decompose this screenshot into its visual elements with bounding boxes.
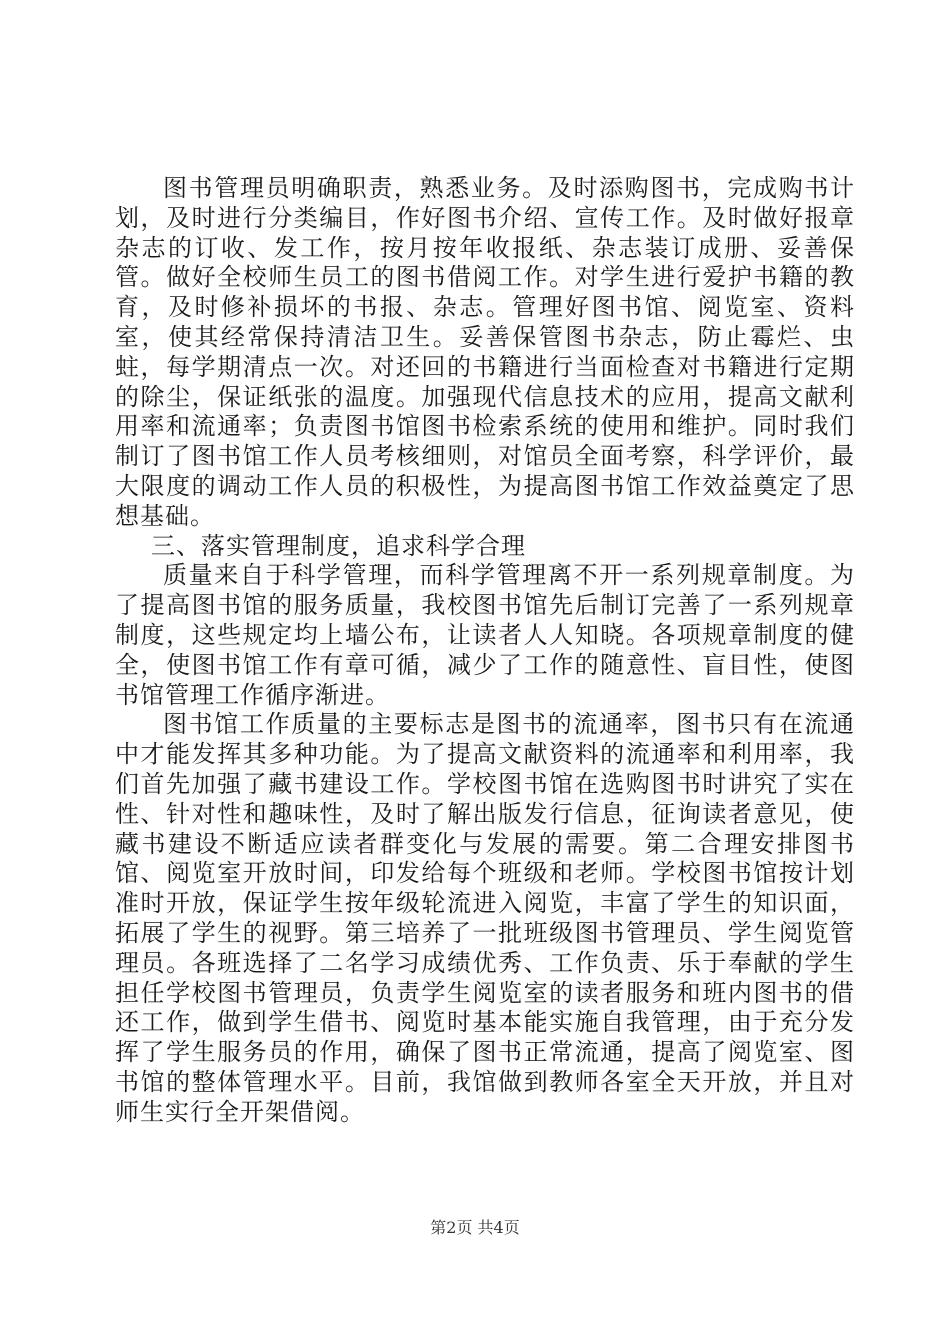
paragraph-circulation: 图书馆工作质量的主要标志是图书的流通率，图书只有在流通中才能发挥其多种功能。为了提高文献资料的流通率和利用率，我们首先加强了藏书建设工作。学校图书馆在选购图书时讲究了实在性、针对性和趣味性，及时了解出版发行信息，征询读者意见，使藏书建设不断适应读者群变化与发展的需要。第二合理安排图书馆、阅览室开放时间，印发给每个班级和老师。学校图书馆按计划准时开放，保证学生按年级轮流进入阅览，丰富了学生的知识面，拓展了学生的视野。第三培养了一批班级图书管理员、学生阅览管理员。各班选择了二名学习成绩优秀、工作负责、乐于奉献的学生担任学校图书管理员，负责学生阅览室的读者服务和班内图书的借还工作，做到学生借书、阅览时基本能实施自我管理，由于充分发挥了学生服务员的作用，确保了图书正常流通，提高了阅览室、图书馆的整体管理水平。目前，我馆做到教师各室全天开放，并且对师生实行全开架借阅。	[115, 710, 855, 1126]
document-body	[115, 174, 855, 1128]
section-heading: 三、落实管理制度，追求科学合理	[151, 531, 526, 560]
paragraph-management-system: 质量来自于科学管理，而科学管理离不开一系列规章制度。为了提高图书馆的服务质量，我校图书馆先后制订完善了一系列规章制度，这些规定均上墙公布，让读者人人知晓。各项规章制度的健全，使图书馆工作有章可循，减少了工作的随意性、盲目性，使图书馆管理工作循序渐进。	[115, 561, 855, 709]
page-footer: 第2页 共4页	[430, 1218, 520, 1237]
paragraph-librarian-duties: 图书管理员明确职责，熟悉业务。及时添购图书，完成购书计划，及时进行分类编目，作好图书介绍、宣传工作。及时做好报章杂志的订收、发工作，按月按年收报纸、杂志装订成册、妥善保管。做好全校师生员工的图书借阅工作。对学生进行爱护书籍的教育，及时修补损坏的书报、杂志。管理好图书馆、阅览室、资料室，使其经常保持清洁卫生。妥善保管图书杂志，防止霉烂、虫蛀，每学期清点一次。对还回的书籍进行当面检查对书籍进行定期的除尘，保证纸张的温度。加强现代信息技术的应用，提高文献利用率和流通率；负责图书馆图书检索系统的使用和维护。同时我们制订了图书馆工作人员考核细则，对馆员全面考察，科学评价，最大限度的调动工作人员的积极性，为提高图书馆工作效益奠定了思想基础。	[115, 174, 855, 530]
